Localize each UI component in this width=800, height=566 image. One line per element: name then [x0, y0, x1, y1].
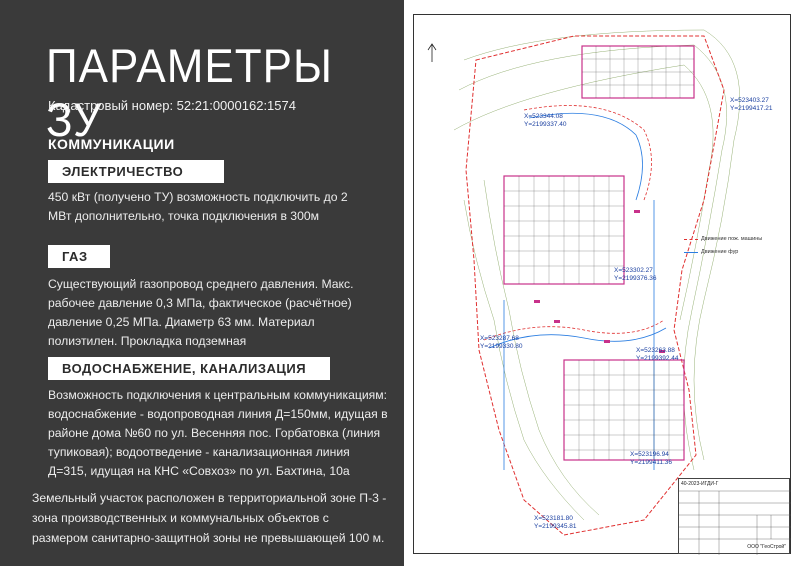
- coord-label: Y=2199376.36: [614, 275, 657, 282]
- site-plan-panel: [404, 0, 800, 566]
- drawing-number: 40-2023-ИГДИ-Г: [681, 481, 719, 487]
- zone-description: Земельный участок расположен в территориальной зоне П-3 - зона производственных и коммунальных объектов с размером санитарно-защитной зоны не превышающей 100 м.: [32, 491, 387, 545]
- electricity-text: 450 кВт (получено ТУ) возможность подключить до 2 МВт дополнительно, точка подключения в 300м: [48, 190, 348, 223]
- coord-label: Y=2199411.36: [630, 459, 672, 466]
- coord-label: X=523302.27: [614, 267, 653, 274]
- coord-label: X=523403.27: [730, 97, 769, 104]
- contour-lines: [454, 30, 740, 520]
- title-block: [678, 478, 790, 554]
- water-text: Возможность подключения к центральным коммуникациям: водоснабжение - водопроводная линия Д=150мм, идущая в районе дома №60 по ул. Весенняя пос. Горбатовка (линия тупиковая); водоотведение - канализационная линия Д=315, идущая на КНС «Совхоз» по ул. Бахтина, 10а: [48, 388, 388, 478]
- coord-label: Y=2199337.40: [524, 121, 567, 128]
- coord-label: X=523287.68: [480, 335, 519, 342]
- gas-text: Существующий газопровод среднего давления. Макс. рабочее давление 0,3 МПа, фактическое (расчётное) давление 0,25 МПа. Диаметр 63 мм. Материал полиэтилен. Прокладка подземная: [48, 277, 354, 348]
- plan-legend: [684, 236, 762, 262]
- water-label: ВОДОСНАБЖЕНИЕ, КАНАЛИЗАЦИЯ: [48, 357, 330, 380]
- coord-label: Y=2199392.44: [636, 355, 679, 362]
- coordinate-labels: [480, 97, 773, 530]
- north-arrow-icon: [428, 44, 436, 62]
- coord-label: Y=2199417.21: [730, 105, 773, 112]
- legend-item: Движение пож. машины: [684, 236, 762, 242]
- coord-label: Y=2199345.81: [534, 523, 577, 530]
- coord-label: X=523196.94: [630, 451, 669, 458]
- coord-label: X=523263.88: [636, 347, 675, 354]
- legend-item: Движение фур: [684, 249, 762, 255]
- communications-heading: КОММУНИКАЦИИ: [48, 136, 175, 152]
- organization-name: ООО "ГеоСтрой": [747, 544, 786, 550]
- gas-label: ГАЗ: [48, 245, 110, 268]
- coord-label: X=523344.08: [524, 113, 563, 120]
- road-network: [484, 106, 666, 471]
- coord-label: X=523181.80: [534, 515, 573, 522]
- electricity-label: ЭЛЕКТРИЧЕСТВО: [48, 160, 224, 183]
- cadastral-number: Кадастровый номер: 52:21:0000162:1574: [48, 98, 296, 113]
- coord-label: Y=2199330.80: [480, 343, 523, 350]
- page-title: ПАРАМЕТРЫ ЗУ: [46, 39, 333, 147]
